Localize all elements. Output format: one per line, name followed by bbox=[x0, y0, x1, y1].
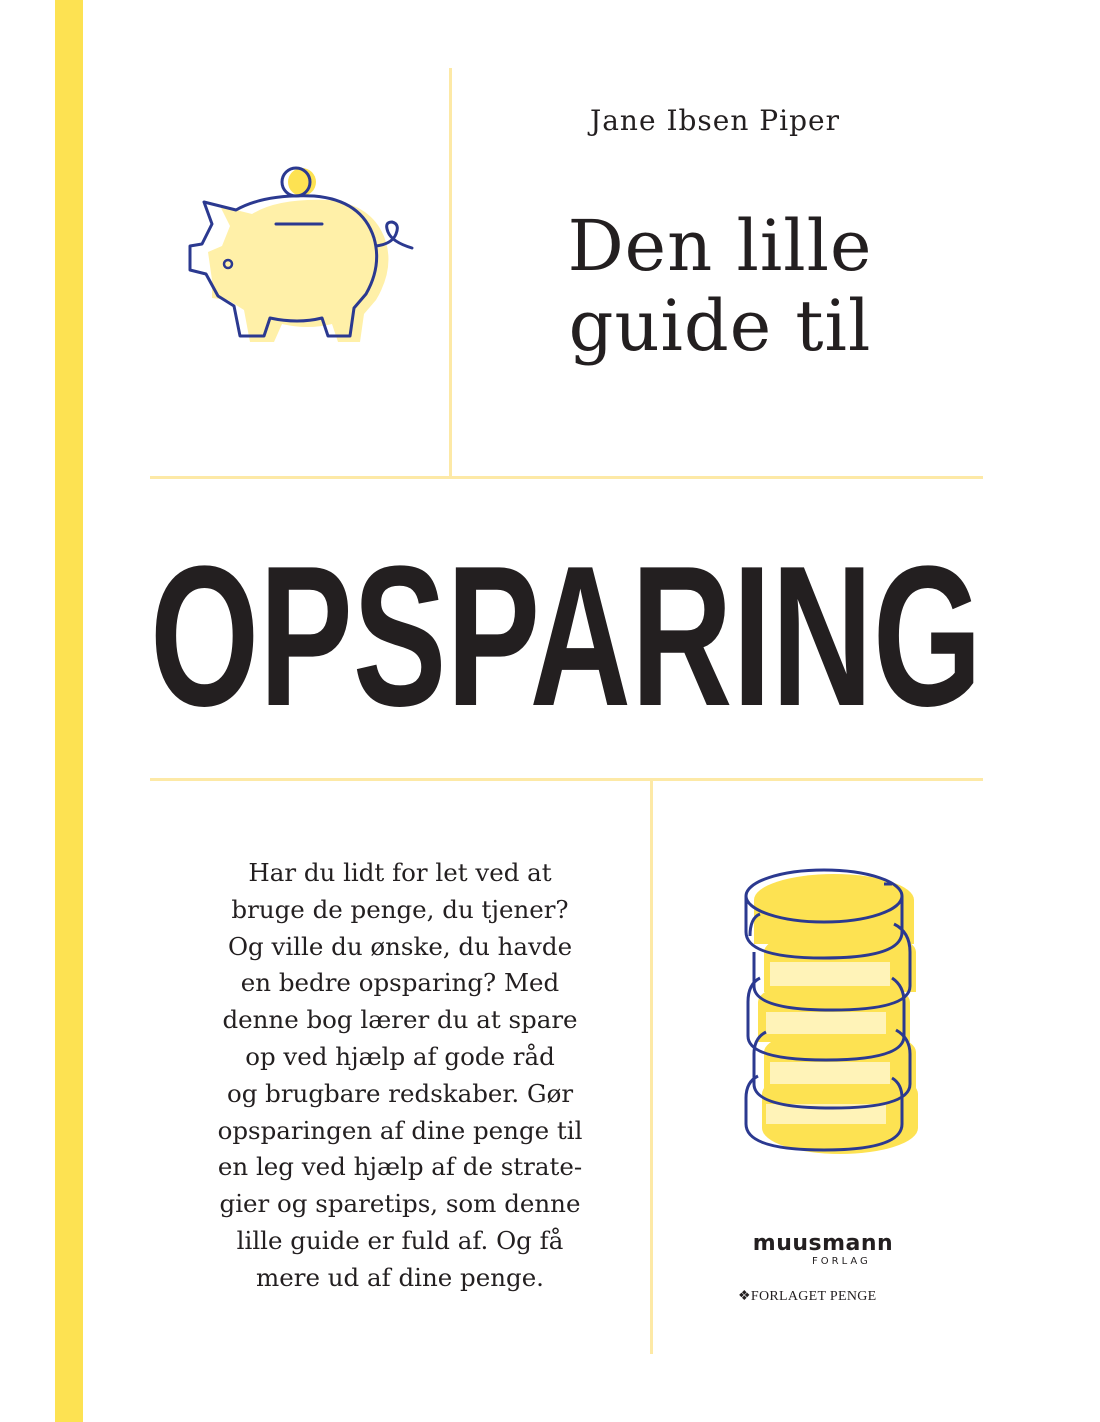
blurb-line: bruge de penge, du tjener? bbox=[231, 894, 569, 924]
coin-stack-icon bbox=[736, 862, 936, 1166]
blurb-line: en leg ved hjælp af de strate- bbox=[217, 1152, 583, 1182]
author-name: Jane Ibsen Piper bbox=[590, 104, 840, 137]
blurb bbox=[150, 855, 650, 1297]
yellow-spine-stripe bbox=[55, 0, 83, 1422]
publisher-logo bbox=[738, 1232, 908, 1268]
blurb-line: lille guide er fuld af. Og få bbox=[236, 1225, 564, 1255]
main-title bbox=[148, 500, 984, 750]
blurb-line: Har du lidt for let ved at bbox=[248, 858, 552, 887]
imprint-name: FORLAGET PENGE bbox=[750, 1289, 877, 1304]
blurb-line: gier og sparetips, som denne bbox=[219, 1189, 581, 1219]
blurb-line: opsparingen af dine penge til bbox=[217, 1115, 583, 1145]
divider-horizontal-top bbox=[150, 476, 983, 479]
subtitle bbox=[470, 206, 970, 366]
blurb-line: mere ud af dine penge. bbox=[256, 1262, 544, 1292]
blurb-line: denne bog lærer du at spare bbox=[222, 1005, 578, 1035]
divider-vertical-top bbox=[449, 68, 452, 476]
divider-horizontal-bottom bbox=[150, 778, 983, 781]
blurb-line: Og ville du ønske, du havde bbox=[227, 931, 573, 961]
divider-vertical-bottom bbox=[650, 781, 653, 1354]
publisher-sub: FORLAG bbox=[812, 1256, 871, 1267]
subtitle-line-1: Den lille bbox=[567, 205, 873, 287]
imprint-logo bbox=[738, 1288, 938, 1305]
blurb-line: en bedre opsparing? Med bbox=[240, 968, 560, 998]
blurb-line: og brugbare redskaber. Gør bbox=[226, 1078, 574, 1108]
main-title-text: OPSPARING bbox=[150, 525, 982, 748]
imprint-mark-icon: ❖ bbox=[738, 1289, 751, 1304]
blurb-line: op ved hjælp af gode råd bbox=[245, 1041, 555, 1071]
piggy-bank-icon bbox=[178, 160, 428, 374]
publisher-name: muusmann bbox=[752, 1231, 894, 1256]
subtitle-line-2: guide til bbox=[568, 285, 872, 367]
